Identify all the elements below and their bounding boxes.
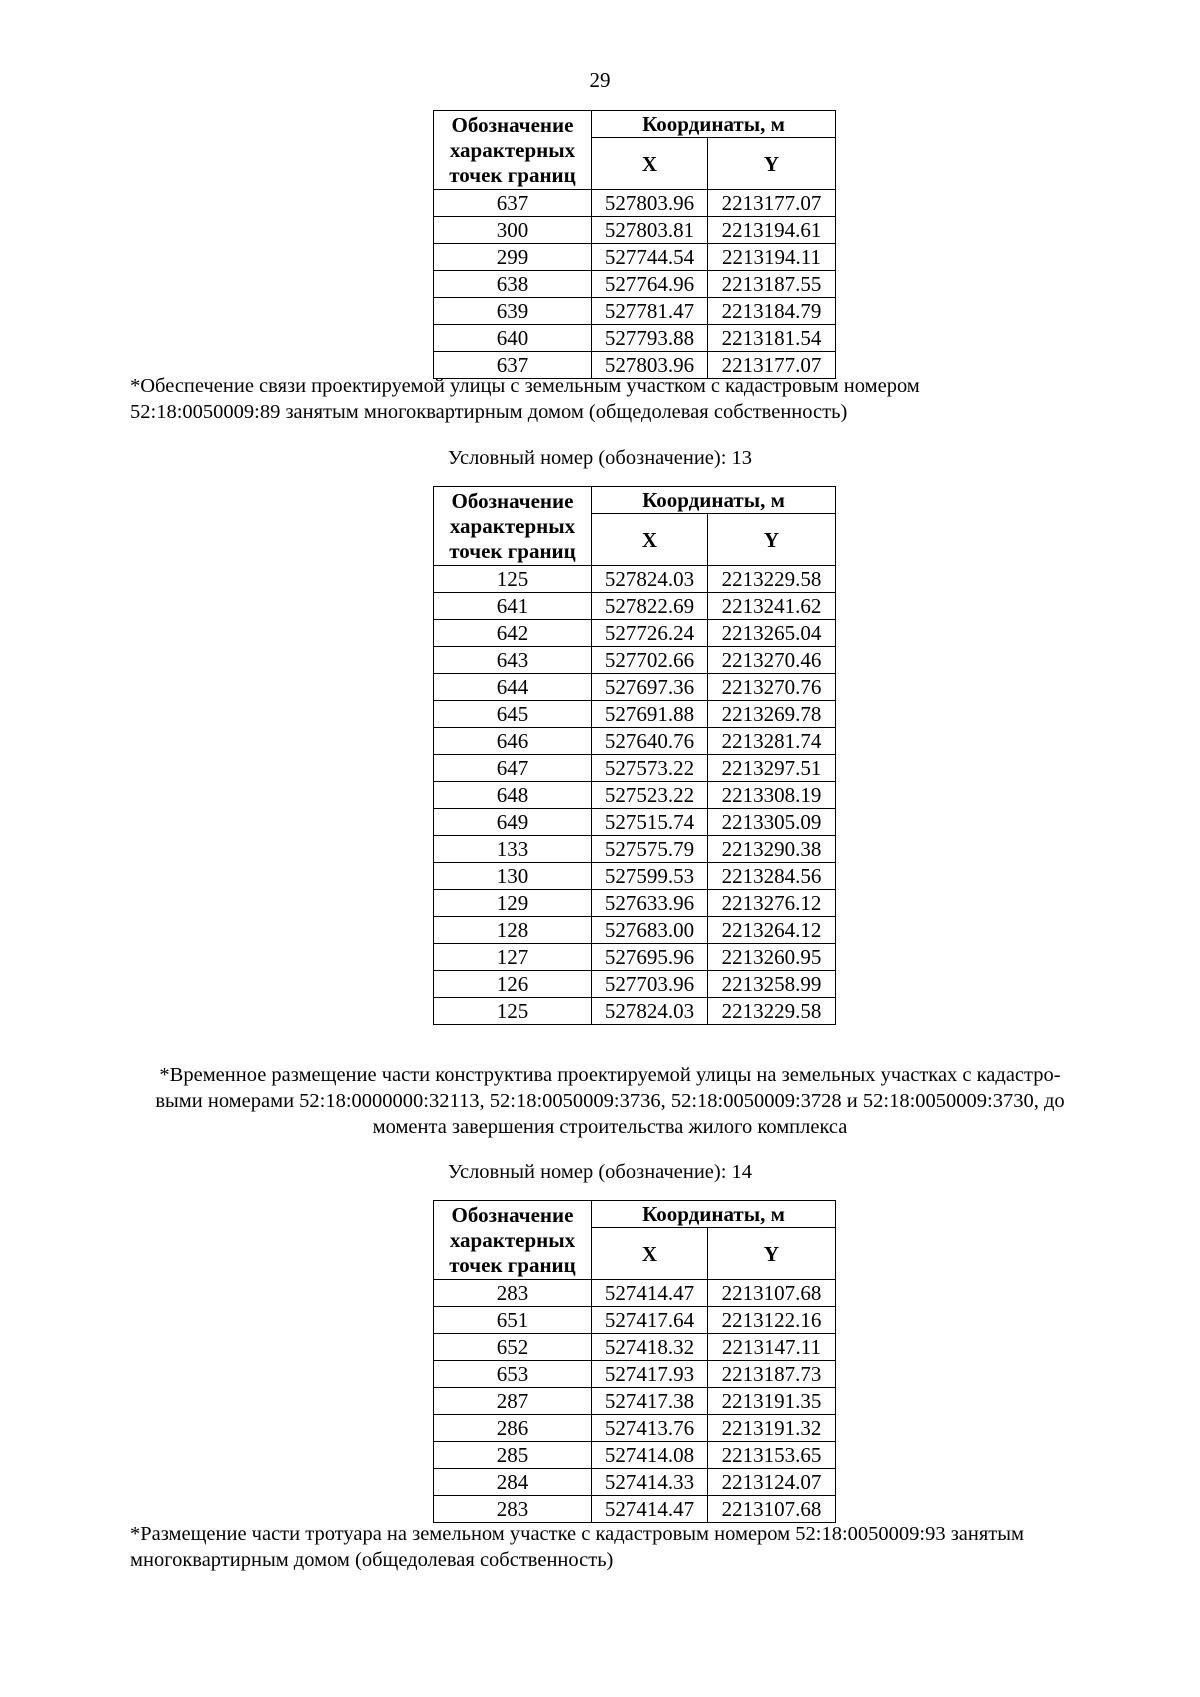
point-id-cell: 283 xyxy=(434,1496,592,1523)
y-coordinate-cell: 2213297.51 xyxy=(708,755,836,782)
table-row xyxy=(434,674,836,701)
x-coordinate-cell: 527702.66 xyxy=(592,647,708,674)
table-row xyxy=(434,1442,836,1469)
designation-header-line: характерных xyxy=(449,513,576,538)
designation-header-line: точек границ xyxy=(449,538,576,563)
x-coordinate-cell: 527414.47 xyxy=(592,1280,708,1307)
x-coordinate-cell: 527417.93 xyxy=(592,1361,708,1388)
point-id-cell: 639 xyxy=(434,298,592,325)
table-row xyxy=(434,890,836,917)
table-row xyxy=(434,809,836,836)
x-coordinate-cell: 527417.38 xyxy=(592,1388,708,1415)
table-row xyxy=(434,971,836,998)
x-coordinate-cell: 527781.47 xyxy=(592,298,708,325)
y-header: Y xyxy=(708,514,836,566)
note-line: *Размещение части тротуара на земельном участке с кадастровым номером 52:18:0050009:93 занятым xyxy=(130,1523,1025,1545)
table-row xyxy=(434,1496,836,1523)
designation-header-line: Обозначение xyxy=(451,488,574,513)
table-row xyxy=(434,647,836,674)
y-coordinate-cell: 2213269.78 xyxy=(708,701,836,728)
note-line: выми номерами 52:18:0000000:32113, 52:18:0050009:3736, 52:18:0050009:3728 и 52:18:0050009:3730, до xyxy=(155,1090,1065,1112)
note-1 xyxy=(130,373,1090,425)
coordinates-table-2 xyxy=(433,486,836,1025)
x-coordinate-cell: 527414.08 xyxy=(592,1442,708,1469)
point-id-cell: 130 xyxy=(434,863,592,890)
y-coordinate-cell: 2213187.73 xyxy=(708,1361,836,1388)
x-coordinate-cell: 527573.22 xyxy=(592,755,708,782)
y-coordinate-cell: 2213241.62 xyxy=(708,593,836,620)
point-id-cell: 299 xyxy=(434,244,592,271)
x-coordinate-cell: 527803.81 xyxy=(592,217,708,244)
x-coordinate-cell: 527824.03 xyxy=(592,566,708,593)
y-coordinate-cell: 2213107.68 xyxy=(708,1280,836,1307)
designation-header-line: характерных xyxy=(449,137,576,162)
point-id-cell: 641 xyxy=(434,593,592,620)
x-coordinate-cell: 527418.32 xyxy=(592,1334,708,1361)
note-line: *Временное размещение части конструктива проектируемой улицы на земельных участках с кадастро- xyxy=(159,1064,1061,1086)
y-coordinate-cell: 2213276.12 xyxy=(708,890,836,917)
note-line: *Обеспечение связи проектируемой улицы с земельным участком с кадастровым номером xyxy=(130,375,920,397)
coordinates-table-3 xyxy=(433,1200,836,1523)
point-id-cell: 649 xyxy=(434,809,592,836)
point-id-cell: 126 xyxy=(434,971,592,998)
point-id-cell: 652 xyxy=(434,1334,592,1361)
table-row xyxy=(434,1280,836,1307)
x-coordinate-cell: 527803.96 xyxy=(592,190,708,217)
designation-header-line: Обозначение xyxy=(451,1202,574,1227)
x-coordinate-cell: 527824.03 xyxy=(592,998,708,1025)
table-row xyxy=(434,325,836,352)
table-row xyxy=(434,944,836,971)
y-coordinate-cell: 2213284.56 xyxy=(708,863,836,890)
y-coordinate-cell: 2213258.99 xyxy=(708,971,836,998)
x-coordinate-cell: 527599.53 xyxy=(592,863,708,890)
x-coordinate-cell: 527414.33 xyxy=(592,1469,708,1496)
designation-header-line: Обозначение xyxy=(451,112,574,137)
x-coordinate-cell: 527697.36 xyxy=(592,674,708,701)
table-row xyxy=(434,728,836,755)
point-id-cell: 651 xyxy=(434,1307,592,1334)
y-header: Y xyxy=(708,1228,836,1280)
x-coordinate-cell: 527822.69 xyxy=(592,593,708,620)
table-row xyxy=(434,1307,836,1334)
table-row xyxy=(434,755,836,782)
point-id-cell: 648 xyxy=(434,782,592,809)
table-row xyxy=(434,1334,836,1361)
point-id-cell: 640 xyxy=(434,325,592,352)
table-row xyxy=(434,998,836,1025)
y-coordinate-cell: 2213153.65 xyxy=(708,1442,836,1469)
y-coordinate-cell: 2213264.12 xyxy=(708,917,836,944)
point-id-cell: 133 xyxy=(434,836,592,863)
point-id-cell: 125 xyxy=(434,998,592,1025)
x-coordinate-cell: 527803.96 xyxy=(592,352,708,379)
x-coordinate-cell: 527515.74 xyxy=(592,809,708,836)
table-row xyxy=(434,217,836,244)
point-id-cell: 287 xyxy=(434,1388,592,1415)
x-coordinate-cell: 527414.47 xyxy=(592,1496,708,1523)
point-id-cell: 128 xyxy=(434,917,592,944)
designation-header-line: точек границ xyxy=(449,162,576,187)
point-id-cell: 283 xyxy=(434,1280,592,1307)
y-coordinate-cell: 2213181.54 xyxy=(708,325,836,352)
x-coordinate-cell: 527764.96 xyxy=(592,271,708,298)
y-coordinate-cell: 2213308.19 xyxy=(708,782,836,809)
x-coordinate-cell: 527640.76 xyxy=(592,728,708,755)
y-coordinate-cell: 2213107.68 xyxy=(708,1496,836,1523)
y-coordinate-cell: 2213124.07 xyxy=(708,1469,836,1496)
x-header: X xyxy=(592,514,708,566)
coordinates-table-1 xyxy=(433,110,836,379)
point-id-cell: 637 xyxy=(434,190,592,217)
point-id-cell: 638 xyxy=(434,271,592,298)
y-coordinate-cell: 2213265.04 xyxy=(708,620,836,647)
note-line: многоквартирным домом (общедолевая собственность) xyxy=(130,1549,614,1571)
x-coordinate-cell: 527683.00 xyxy=(592,917,708,944)
y-header: Y xyxy=(708,138,836,190)
x-coordinate-cell: 527523.22 xyxy=(592,782,708,809)
point-id-cell: 642 xyxy=(434,620,592,647)
y-coordinate-cell: 2213260.95 xyxy=(708,944,836,971)
table-row xyxy=(434,917,836,944)
coordinates-header: Координаты, м xyxy=(592,111,836,138)
designation-header xyxy=(434,1201,592,1280)
y-coordinate-cell: 2213191.32 xyxy=(708,1415,836,1442)
y-coordinate-cell: 2213147.11 xyxy=(708,1334,836,1361)
designation-header xyxy=(434,487,592,566)
table-row xyxy=(434,1469,836,1496)
table-row xyxy=(434,1388,836,1415)
x-coordinate-cell: 527413.76 xyxy=(592,1415,708,1442)
table-row xyxy=(434,863,836,890)
point-id-cell: 644 xyxy=(434,674,592,701)
point-id-cell: 643 xyxy=(434,647,592,674)
table-row xyxy=(434,620,836,647)
x-coordinate-cell: 527691.88 xyxy=(592,701,708,728)
y-coordinate-cell: 2213177.07 xyxy=(708,190,836,217)
y-coordinate-cell: 2213290.38 xyxy=(708,836,836,863)
x-header: X xyxy=(592,1228,708,1280)
caption-13: Условный номер (обозначение): 13 xyxy=(447,447,753,469)
point-id-cell: 284 xyxy=(434,1469,592,1496)
x-coordinate-cell: 527703.96 xyxy=(592,971,708,998)
designation-header-line: характерных xyxy=(449,1227,576,1252)
y-coordinate-cell: 2213191.35 xyxy=(708,1388,836,1415)
point-id-cell: 285 xyxy=(434,1442,592,1469)
table-row xyxy=(434,566,836,593)
caption-14: Условный номер (обозначение): 14 xyxy=(447,1161,753,1183)
point-id-cell: 300 xyxy=(434,217,592,244)
y-coordinate-cell: 2213122.16 xyxy=(708,1307,836,1334)
table-row xyxy=(434,1415,836,1442)
note-line: момента завершения строительства жилого комплекса xyxy=(372,1116,848,1138)
y-coordinate-cell: 2213229.58 xyxy=(708,566,836,593)
table-row xyxy=(434,782,836,809)
y-coordinate-cell: 2213184.79 xyxy=(708,298,836,325)
point-id-cell: 129 xyxy=(434,890,592,917)
table-row xyxy=(434,244,836,271)
y-coordinate-cell: 2213270.76 xyxy=(708,674,836,701)
y-coordinate-cell: 2213270.46 xyxy=(708,647,836,674)
point-id-cell: 286 xyxy=(434,1415,592,1442)
designation-header-line: точек границ xyxy=(449,1252,576,1277)
note-2 xyxy=(130,1062,1090,1140)
point-id-cell: 646 xyxy=(434,728,592,755)
note-3 xyxy=(130,1521,1090,1573)
x-coordinate-cell: 527575.79 xyxy=(592,836,708,863)
table-row xyxy=(434,298,836,325)
x-coordinate-cell: 527726.24 xyxy=(592,620,708,647)
point-id-cell: 127 xyxy=(434,944,592,971)
y-coordinate-cell: 2213187.55 xyxy=(708,271,836,298)
y-coordinate-cell: 2213281.74 xyxy=(708,728,836,755)
x-coordinate-cell: 527793.88 xyxy=(592,325,708,352)
x-header: X xyxy=(592,138,708,190)
page-number: 29 xyxy=(589,68,611,92)
y-coordinate-cell: 2213194.11 xyxy=(708,244,836,271)
x-coordinate-cell: 527633.96 xyxy=(592,890,708,917)
point-id-cell: 637 xyxy=(434,352,592,379)
table-row xyxy=(434,190,836,217)
x-coordinate-cell: 527695.96 xyxy=(592,944,708,971)
coordinates-header: Координаты, м xyxy=(592,487,836,514)
table-row xyxy=(434,271,836,298)
x-coordinate-cell: 527744.54 xyxy=(592,244,708,271)
coordinates-header: Координаты, м xyxy=(592,1201,836,1228)
point-id-cell: 645 xyxy=(434,701,592,728)
y-coordinate-cell: 2213305.09 xyxy=(708,809,836,836)
y-coordinate-cell: 2213194.61 xyxy=(708,217,836,244)
table-row xyxy=(434,836,836,863)
table-row xyxy=(434,593,836,620)
table-row xyxy=(434,1361,836,1388)
point-id-cell: 653 xyxy=(434,1361,592,1388)
x-coordinate-cell: 527417.64 xyxy=(592,1307,708,1334)
y-coordinate-cell: 2213229.58 xyxy=(708,998,836,1025)
table-row xyxy=(434,701,836,728)
note-line: 52:18:0050009:89 занятым многоквартирным домом (общедолевая собственность) xyxy=(130,401,848,423)
designation-header xyxy=(434,111,592,190)
y-coordinate-cell: 2213177.07 xyxy=(708,352,836,379)
point-id-cell: 647 xyxy=(434,755,592,782)
point-id-cell: 125 xyxy=(434,566,592,593)
